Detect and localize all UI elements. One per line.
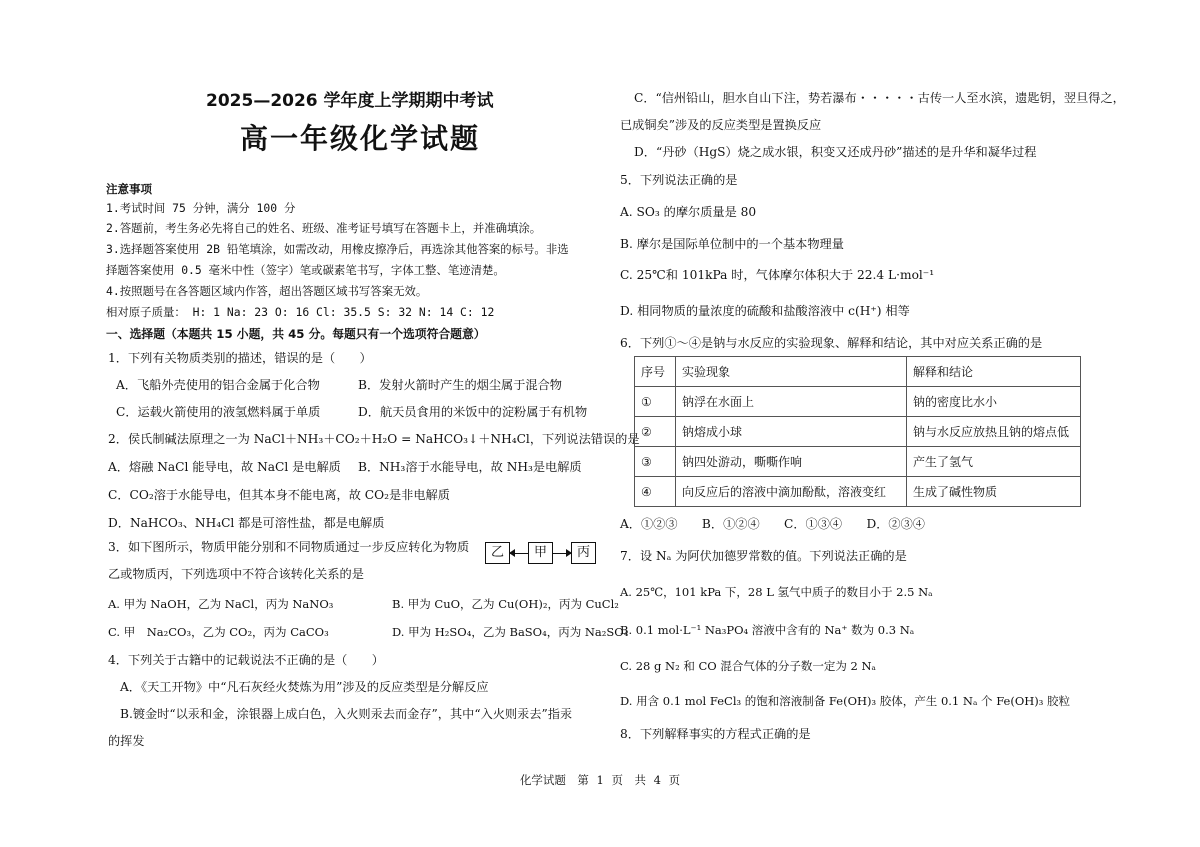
q3-option-a: A. 甲为 NaOH，乙为 NaCl，丙为 NaNO₃ [108,597,334,611]
notice-heading: 注意事项 [106,182,152,196]
q5-stem: 5．下列说法正确的是 [620,173,738,187]
q7-option-b: B. 0.1 mol·L⁻¹ Na₃PO₄ 溶液中含有的 Na⁺ 数为 0.3 Nₐ [620,623,915,637]
table-header: 实验现象 [676,357,907,387]
notice-item-3: 3.选择题答案使用 2B 铅笔填涂，如需改动，用橡皮擦净后，再选涂其他答案的标号。非选 [106,242,569,256]
q5-option-a: A. SO₃ 的摩尔质量是 80 [620,205,757,219]
table-cell: ② [635,417,676,447]
exam-title: 2025—2026 学年度上学期期中考试 [206,91,494,111]
q7-option-c: C. 28 g N₂ 和 CO 混合气体的分子数一定为 2 Nₐ [620,659,876,673]
table-cell: 钠四处游动，嘶嘶作响 [676,447,907,477]
q1-option-a: A．飞船外壳使用的铝合金属于化合物 [116,378,320,392]
table-cell: 生成了碱性物质 [907,477,1081,507]
table-cell: 向反应后的溶液中滴加酚酞，溶液变红 [676,477,907,507]
q4-option-b-line1: B.镀金时“以汞和金，涂银器上成白色，入火则汞去而金存”，其中“入火则汞去”指汞 [120,707,573,721]
notice-item-1: 1.考试时间 75 分钟，满分 100 分 [106,201,296,215]
table-header-row [635,357,1081,387]
q4-option-d: D．“丹砂（HgS）烧之成水银，积变又还成丹砂”描述的是升华和凝华过程 [634,145,1037,159]
subject-title: 高一年级化学试题 [240,122,481,155]
atomic-mass: 相对原子质量： H: 1 Na: 23 O: 16 Cl: 35.5 S: 32 N: 14 C: 12 [106,305,495,319]
table-row [635,447,1081,477]
table-cell: ③ [635,447,676,477]
q4-option-b-line2: 的挥发 [108,734,145,748]
q1-stem: 1．下列有关物质类别的描述，错误的是（ ） [108,351,372,365]
table-cell: 钠与水反应放热且钠的熔点低 [907,417,1081,447]
conversion-diagram [485,542,596,564]
q7-option-a: A. 25℃，101 kPa 下，28 L 氢气中质子的数目小于 2.5 Nₐ [620,585,933,599]
q4-stem: 4．下列关于古籍中的记载说法不正确的是（ ） [108,653,384,667]
q3-stem-line1: 3．如下图所示，物质甲能分别和不同物质通过一步反应转化为物质 [108,540,470,554]
q5-option-b: B. 摩尔是国际单位制中的一个基本物理量 [620,237,844,251]
q3-option-b: B. 甲为 CuO，乙为 Cu(OH)₂，丙为 CuCl₂ [392,597,619,611]
q3-stem-line2: 乙或物质丙，下列选项中不符合该转化关系的是 [108,567,364,581]
q1-option-b: B．发射火箭时产生的烟尘属于混合物 [358,378,562,392]
q2-option-d: D．NaHCO₃、NH₄Cl 都是可溶性盐，都是电解质 [108,516,385,530]
experiment-table [634,356,1081,507]
q8-stem: 8．下列解释事实的方程式正确的是 [620,727,811,741]
flow-node-bing: 丙 [571,542,596,564]
table-cell: ④ [635,477,676,507]
flow-node-jia: 甲 [528,542,553,564]
table-header: 解释和结论 [907,357,1081,387]
page-footer: 化学试题 第 1 页 共 4 页 [519,773,681,787]
table-row [635,387,1081,417]
q3-option-d: D. 甲为 H₂SO₄，乙为 BaSO₄，丙为 Na₂SO₄ [392,625,629,639]
section-heading: 一、选择题（本题共 15 小题，共 45 分。每题只有一个选项符合题意） [106,327,486,341]
table-header: 序号 [635,357,676,387]
arrow-right-icon [553,553,571,554]
arrow-left-icon [510,553,528,554]
flow-node-yi: 乙 [485,542,510,564]
table-cell: 钠熔成小球 [676,417,907,447]
q3-option-c: C. 甲 Na₂CO₃，乙为 CO₂，丙为 CaCO₃ [108,625,329,639]
q6-stem: 6．下列①～④是钠与水反应的实验现象、解释和结论，其中对应关系正确的是 [620,336,1043,350]
table-cell: ① [635,387,676,417]
q4-option-c-line2: 已成铜矣”涉及的反应类型是置换反应 [620,118,822,132]
notice-item-4: 4.按照题号在各答题区域内作答，超出答题区域书写答案无效。 [106,284,428,298]
table-cell: 产生了氢气 [907,447,1081,477]
q1-option-d: D．航天员食用的米饭中的淀粉属于有机物 [358,405,588,419]
q2-stem: 2．侯氏制碱法原理之一为 NaCl＋NH₃＋CO₂＋H₂O = NaHCO₃↓＋NH₄Cl，下列说法错误的是 [108,432,640,446]
q2-option-a: A．熔融 NaCl 能导电，故 NaCl 是电解质 [108,460,341,474]
table-cell: 钠的密度比水小 [907,387,1081,417]
q1-option-c: C．运载火箭使用的液氢燃料属于单质 [116,405,321,419]
q6-options: A．①②③ B．①②④ C．①③④ D．②③④ [620,517,925,531]
q2-option-c: C．CO₂溶于水能导电，但其本身不能电离，故 CO₂是非电解质 [108,488,450,502]
notice-item-3-cont: 择题答案使用 0.5 毫米中性（签字）笔或碳素笔书写，字体工整、笔迹清楚。 [106,263,505,277]
q7-stem: 7．设 Nₐ 为阿伏加德罗常数的值。下列说法正确的是 [620,549,907,563]
notice-item-2: 2.答题前，考生务必先将自己的姓名、班级、准考证号填写在答题卡上，并准确填涂。 [106,221,542,235]
q4-option-c-line1: C．“信州铅山，胆水自山下注，势若瀑布・・・・・古传一人至水滨，遗匙钥，翌旦得之， [634,91,1125,105]
q4-option-a: A．《天工开物》中“凡石灰经火焚炼为用”涉及的反应类型是分解反应 [120,680,489,694]
q5-option-c: C. 25℃和 101kPa 时，气体摩尔体积大于 22.4 L·mol⁻¹ [620,268,935,282]
q5-option-d: D. 相同物质的量浓度的硫酸和盐酸溶液中 c(H⁺) 相等 [620,304,910,318]
q7-option-d: D. 用含 0.1 mol FeCl₃ 的饱和溶液制备 Fe(OH)₃ 胶体，产生 0.1 Nₐ 个 Fe(OH)₃ 胶粒 [620,694,1071,708]
table-row [635,477,1081,507]
table-cell: 钠浮在水面上 [676,387,907,417]
q2-option-b: B．NH₃溶于水能导电，故 NH₃是电解质 [358,460,582,474]
table-row [635,417,1081,447]
